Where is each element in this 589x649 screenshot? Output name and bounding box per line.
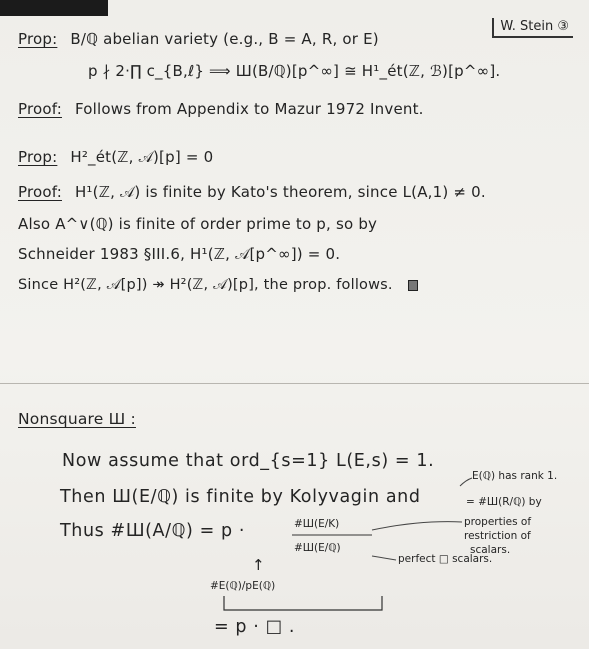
props-note-1: restriction of	[464, 530, 531, 542]
proof2-line-1: Also A^∨(ℚ) is finite of order prime to p, so by	[18, 215, 378, 233]
proof-text: Follows from Appendix to Mazur 1972 Invent.	[74, 100, 424, 118]
assume-line: Now assume that ord_{s=1} L(E,s) = 1.	[62, 451, 435, 471]
proof2-line-2: Schneider 1983 §III.6, H¹(ℤ, 𝒜[p^∞]) = 0.	[18, 245, 341, 263]
rank-link	[460, 478, 472, 486]
final-line: = p · □ .	[214, 617, 296, 637]
props-note-2: scalars.	[470, 544, 511, 556]
proof-label: Proof:	[18, 100, 62, 118]
perfect-square-note: perfect □ scalars.	[398, 553, 493, 565]
prop2-label: Prop:	[18, 148, 58, 166]
up-arrow-icon: ↑	[252, 556, 265, 574]
sha-r-note: = #Ш(R/ℚ) by	[466, 496, 542, 508]
underbrace-mark	[224, 596, 382, 610]
proof2-text-0: H¹(ℤ, 𝒜) is finite by Kato's theorem, since L(A,1) ≠ 0.	[74, 183, 486, 201]
props-arrow	[372, 522, 462, 530]
proof2-text-3: Since H²(ℤ, 𝒜[p]) ↠ H²(ℤ, 𝒜)[p], the prop. follows.	[18, 277, 393, 293]
fraction-top: #Ш(E/K)	[294, 518, 340, 530]
thus-line: Thus #Ш(A/ℚ) = p ·	[60, 521, 246, 541]
props-note-0: properties of	[464, 516, 532, 528]
rank-note: E(ℚ) has rank 1.	[472, 470, 558, 482]
nonsquare-title-text: Nonsquare Ш :	[18, 410, 136, 428]
fraction-bottom: #Ш(E/ℚ)	[294, 542, 341, 554]
group-order-note: #E(ℚ)/pE(ℚ)	[210, 580, 276, 592]
prop-label: Prop:	[18, 30, 58, 48]
proof2-label: Proof:	[18, 183, 62, 201]
prop2-text: H²_ét(ℤ, 𝒜)[p] = 0	[70, 148, 214, 166]
prop-text: B/ℚ abelian variety (e.g., B = A, R, or E)	[70, 30, 379, 48]
prop-formula: p ∤ 2·∏ c_{B,ℓ} ⟹ Ш(B/ℚ)[p^∞] ≅ H¹_ét(ℤ, ℬ)[p^∞].	[88, 62, 501, 80]
perfect-arrow	[372, 556, 396, 560]
then-line: Then Ш(E/ℚ) is finite by Kolyvagin and	[60, 487, 421, 507]
author-tag: W. Stein ③	[492, 18, 573, 38]
